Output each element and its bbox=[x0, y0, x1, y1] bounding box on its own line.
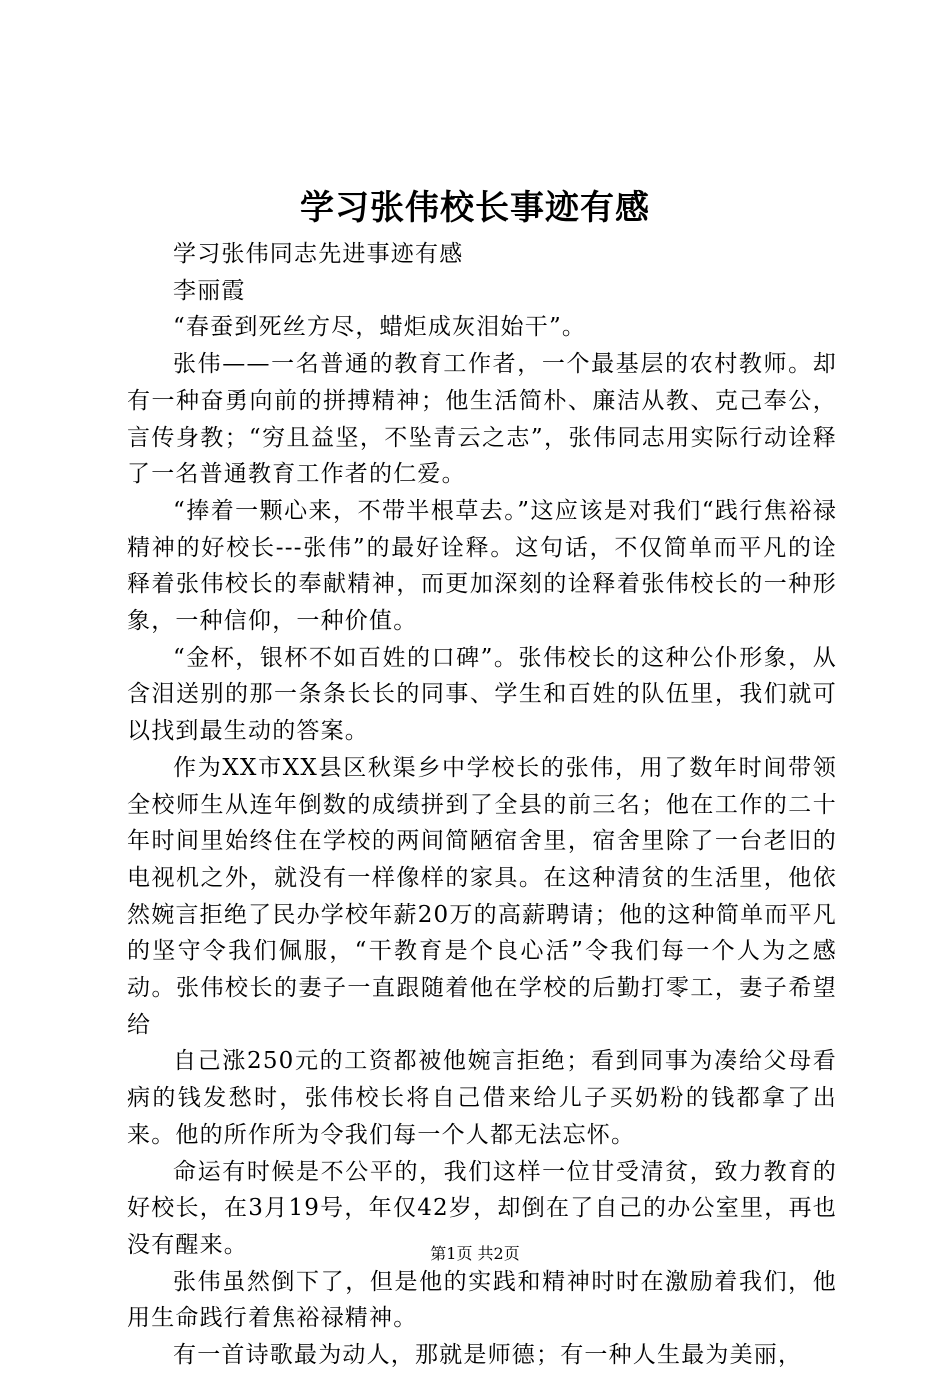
page-number-footer: 第1页 共2页 bbox=[430, 1244, 520, 1263]
subtitle-paragraph: 学习张伟同志先进事迹有感 bbox=[173, 241, 464, 267]
document-title: 学习张伟校长事迹有感 bbox=[300, 188, 650, 228]
body-paragraph: 作为XX市XX县区秋渠乡中学校长的张伟，用了数年时间带领全校师生从连年倒数的成绩拼到了全县的前三名；他在工作的二十年时间里始终住在学校的两间简陋宿舍里，宿舍里除了一台老旧的电视机之外，就没有一样像样的家具。在这种清贫的生活里，他依然婉言拒绝了民办学校年薪20万的高薪聘请；他的这种简单而平凡的坚守令我们佩服，“干教育是个良心活”令我们每一个人为之感动。张伟校长的妻子一直跟随着他在学校的后勤打零工，妻子希望给 bbox=[127, 754, 837, 1038]
body-paragraph: 有一首诗歌最为动人，那就是师德；有一种人生最为美丽， bbox=[173, 1342, 803, 1369]
author-paragraph: 李丽霞 bbox=[173, 277, 246, 304]
body-paragraph: 张伟虽然倒下了，但是他的实践和精神时时在激励着我们，他用生命践行着焦裕禄精神。 bbox=[127, 1268, 837, 1332]
document-body bbox=[127, 236, 837, 1374]
body-paragraph: 张伟——一名普通的教育工作者，一个最基层的农村教师。却有一种奋勇向前的拼搏精神；他生活简朴、廉洁从教、克己奉公，言传身教；“穷且益坚，不坠青云之志”，张伟同志用实际行动诠释了一名普通教育工作者的仁爱。 bbox=[127, 351, 837, 488]
body-paragraph: “金杯，银杯不如百姓的口碑”。张伟校长的这种公仆形象，从含泪送别的那一条条长长的同事、学生和百姓的队伍里，我们就可以找到最生动的答案。 bbox=[127, 644, 837, 745]
body-paragraph: 自己涨250元的工资都被他婉言拒绝；看到同事为凑给父母看病的钱发愁时，张伟校长将自己借来给儿子买奶粉的钱都拿了出来。他的所作所为令我们每一个人都无法忘怀。 bbox=[127, 1048, 837, 1148]
body-paragraph: “捧着一颗心来，不带半根草去。”这应该是对我们“践行焦裕禄精神的好校长---张伟”的最好诠释。这句话，不仅简单而平凡的诠释着张伟校长的奉献精神，而更加深刻的诠释着张伟校长的一种形象，一种信仰，一种价值。 bbox=[127, 497, 837, 635]
body-paragraph: 命运有时候是不公平的，我们这样一位甘受清贫，致力教育的好校长，在3月19号，年仅42岁，却倒在了自己的办公室里，再也没有醒来。 bbox=[127, 1158, 837, 1258]
body-paragraph: “春蚕到死丝方尽，蜡炬成灰泪始干”。 bbox=[173, 314, 587, 341]
